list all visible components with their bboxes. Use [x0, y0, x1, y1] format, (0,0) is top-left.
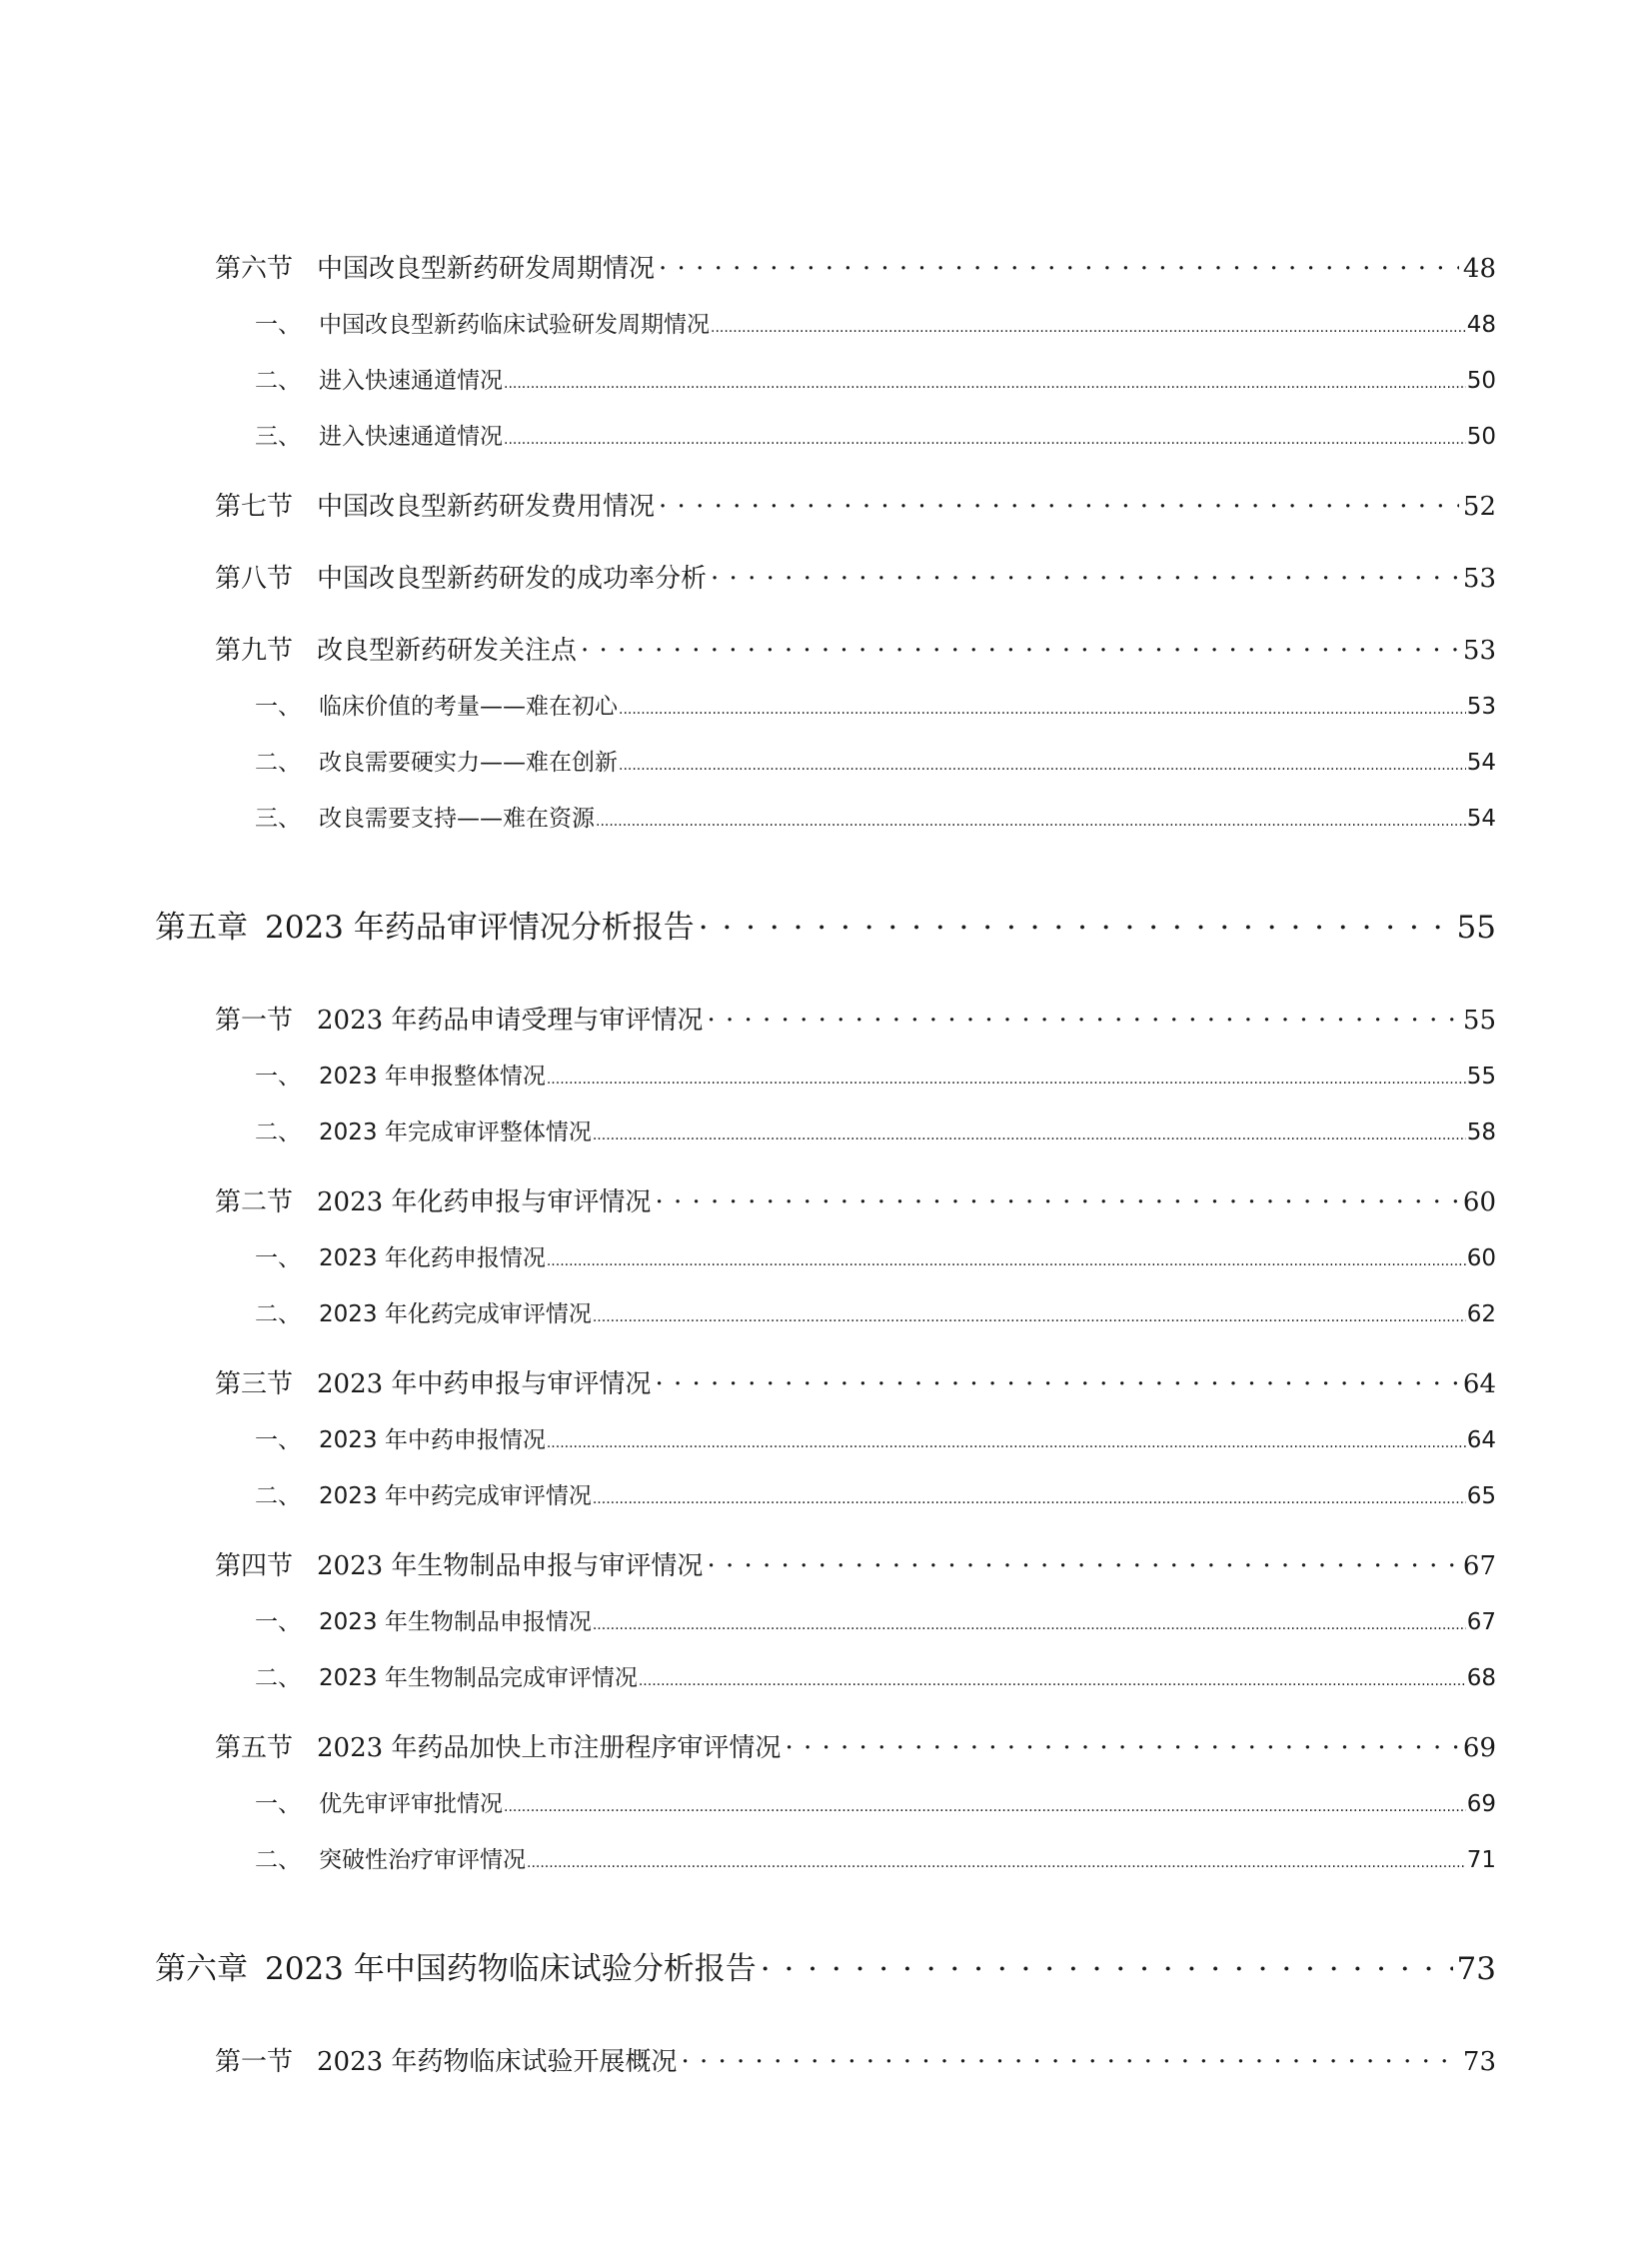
toc-number: 第二节: [215, 1187, 294, 1217]
toc-entry[interactable]: [255, 1239, 1496, 1272]
toc-leader: [619, 702, 1466, 718]
toc-page: 55: [1462, 1006, 1496, 1036]
toc-number: 三、: [255, 806, 301, 832]
toc-leader: [655, 1369, 1458, 1399]
toc-number: 一、: [255, 312, 301, 338]
toc-title: 2023 年化药申报与审评情况: [317, 1187, 652, 1217]
toc-page: 53: [1466, 694, 1496, 720]
toc-title: 2023 年药品审评情况分析报告: [265, 910, 695, 946]
toc-entry[interactable]: [255, 800, 1496, 833]
toc-page: 55: [1466, 1064, 1496, 1090]
toc-leader: [547, 1072, 1466, 1088]
toc-page: 69: [1466, 1791, 1496, 1817]
toc-page: 50: [1466, 424, 1496, 450]
toc-leader: [619, 758, 1466, 774]
toc-page: 62: [1466, 1301, 1496, 1327]
toc-number: 一、: [255, 1791, 301, 1817]
toc-number: 第三节: [215, 1369, 294, 1399]
toc-leader: [681, 2047, 1458, 2077]
toc-leader: [581, 636, 1459, 666]
toc-title: 2023 年中药申报与审评情况: [317, 1369, 652, 1399]
toc-entry[interactable]: [215, 1727, 1496, 1764]
toc-title: 进入快速通道情况: [319, 368, 503, 394]
toc-leader: [547, 1253, 1466, 1269]
toc-page: 64: [1462, 1369, 1496, 1399]
toc-number: 二、: [255, 1483, 301, 1509]
toc-number: 二、: [255, 1847, 301, 1873]
toc-page: 50: [1466, 368, 1496, 394]
toc-page: 60: [1466, 1245, 1496, 1271]
toc-page: 53: [1462, 564, 1496, 594]
toc-entry[interactable]: [255, 362, 1496, 395]
toc-title: 中国改良型新药研发周期情况: [317, 254, 656, 284]
toc-entry[interactable]: [255, 1295, 1496, 1328]
toc-number: 第七节: [215, 492, 294, 522]
toc-entry[interactable]: [215, 630, 1496, 667]
toc-number: 第一节: [215, 1006, 294, 1036]
toc-entry[interactable]: [215, 486, 1496, 523]
toc-leader: [659, 254, 1459, 284]
toc-page: 53: [1462, 636, 1496, 666]
toc-title: 2023 年中药申报情况: [319, 1427, 546, 1453]
toc-leader: [707, 1006, 1458, 1036]
toc-entry[interactable]: [215, 248, 1496, 285]
toc-page: 67: [1462, 1551, 1496, 1581]
toc-title: 2023 年中国药物临床试验分析报告: [265, 1951, 757, 1987]
toc-leader: [593, 1309, 1466, 1325]
toc-page: 67: [1466, 1609, 1496, 1635]
toc-leader: [639, 1673, 1466, 1689]
toc-leader: [711, 320, 1466, 336]
toc-leader: [659, 492, 1459, 522]
toc-entry[interactable]: [255, 1603, 1496, 1636]
toc-title: 改良需要硬实力——难在创新: [319, 750, 618, 776]
toc-title: 突破性治疗审评情况: [319, 1847, 526, 1873]
toc-entry[interactable]: [215, 1000, 1496, 1037]
toc-title: 中国改良型新药临床试验研发周期情况: [319, 312, 710, 338]
toc-entry[interactable]: [215, 558, 1496, 595]
toc-number: 二、: [255, 1665, 301, 1691]
toc-page: 52: [1462, 492, 1496, 522]
toc-entry[interactable]: [155, 1943, 1496, 1988]
toc-leader: [699, 910, 1453, 946]
toc-leader: [504, 376, 1466, 392]
toc-entry[interactable]: [255, 1477, 1496, 1510]
toc-number: 一、: [255, 1427, 301, 1453]
toc-number: 第四节: [215, 1551, 294, 1581]
toc-entry[interactable]: [155, 902, 1496, 947]
toc-number: 一、: [255, 1064, 301, 1090]
toc-leader: [547, 1435, 1466, 1451]
toc-number: 一、: [255, 694, 301, 720]
toc-entry[interactable]: [255, 306, 1496, 339]
toc-title: 中国改良型新药研发的成功率分析: [317, 564, 708, 594]
toc-title: 改良型新药研发关注点: [317, 636, 578, 666]
toc-page: 54: [1466, 806, 1496, 832]
toc-leader: [504, 1799, 1466, 1815]
toc-number: 二、: [255, 1301, 301, 1327]
toc-number: 第五章: [155, 910, 248, 946]
toc-leader: [593, 1617, 1466, 1633]
toc-title: 2023 年完成审评整体情况: [319, 1120, 592, 1145]
toc-entry[interactable]: [255, 1841, 1496, 1874]
toc-leader: [593, 1127, 1466, 1143]
toc-entry[interactable]: [255, 1659, 1496, 1692]
toc-title: 进入快速通道情况: [319, 424, 503, 450]
toc-entry[interactable]: [255, 1421, 1496, 1454]
toc-number: 一、: [255, 1609, 301, 1635]
toc-leader: [711, 564, 1459, 594]
toc-number: 第五节: [215, 1733, 294, 1763]
toc-page: 48: [1466, 312, 1496, 338]
toc-title: 改良需要支持——难在资源: [319, 806, 595, 832]
toc-number: 一、: [255, 1245, 301, 1271]
toc-leader: [761, 1951, 1453, 1987]
toc-title: 中国改良型新药研发费用情况: [317, 492, 656, 522]
toc-number: 第六章: [155, 1951, 248, 1987]
toc-page: 60: [1462, 1187, 1496, 1217]
toc-title: 临床价值的考量——难在初心: [319, 694, 618, 720]
toc-title: 2023 年生物制品申报情况: [319, 1609, 592, 1635]
toc-number: 第六节: [215, 254, 294, 284]
toc-entry[interactable]: [255, 1785, 1496, 1818]
toc-title: 2023 年药物临床试验开展概况: [317, 2047, 678, 2077]
toc-title: 优先审评审批情况: [319, 1791, 503, 1817]
toc-leader: [527, 1855, 1466, 1871]
toc-page: 64: [1466, 1427, 1496, 1453]
toc-title: 2023 年中药完成审评情况: [319, 1483, 592, 1509]
toc-page: 54: [1466, 750, 1496, 776]
toc-number: 二、: [255, 1120, 301, 1145]
toc-title: 2023 年药品加快上市注册程序审评情况: [317, 1733, 782, 1763]
toc-page: 71: [1466, 1847, 1496, 1873]
toc-page: 65: [1466, 1483, 1496, 1509]
toc-number: 三、: [255, 424, 301, 450]
toc-title: 2023 年化药申报情况: [319, 1245, 546, 1271]
toc-number: 第一节: [215, 2047, 294, 2077]
toc-entry[interactable]: [215, 1181, 1496, 1218]
toc-number: 第九节: [215, 636, 294, 666]
toc-page: 69: [1462, 1733, 1496, 1763]
toc-leader: [707, 1551, 1458, 1581]
toc-page: 58: [1466, 1120, 1496, 1145]
toc-entry[interactable]: [255, 418, 1496, 451]
toc-title: 2023 年生物制品申报与审评情况: [317, 1551, 704, 1581]
toc-page: 73: [1462, 2047, 1496, 2077]
toc-entry[interactable]: [215, 1363, 1496, 1400]
toc-number: 二、: [255, 750, 301, 776]
toc-number: 二、: [255, 368, 301, 394]
toc-entry[interactable]: [215, 1545, 1496, 1582]
toc-number: 第八节: [215, 564, 294, 594]
toc-page: 73: [1456, 1951, 1496, 1987]
toc-leader: [504, 432, 1466, 448]
toc-entry[interactable]: [255, 1114, 1496, 1146]
toc-entry[interactable]: [255, 744, 1496, 777]
toc-leader: [785, 1733, 1458, 1763]
toc-entry[interactable]: [255, 1058, 1496, 1091]
toc-title: 2023 年申报整体情况: [319, 1064, 546, 1090]
toc-leader: [596, 814, 1466, 830]
toc-title: 2023 年药品申请受理与审评情况: [317, 1006, 704, 1036]
toc-page: 55: [1456, 910, 1496, 946]
toc-title: 2023 年生物制品完成审评情况: [319, 1665, 638, 1691]
toc-title: 2023 年化药完成审评情况: [319, 1301, 592, 1327]
toc-entry[interactable]: [215, 2041, 1496, 2078]
toc-page: 68: [1466, 1665, 1496, 1691]
toc-leader: [593, 1491, 1466, 1507]
toc-page: 48: [1462, 254, 1496, 284]
toc-entry[interactable]: [255, 688, 1496, 721]
toc-leader: [655, 1187, 1458, 1217]
